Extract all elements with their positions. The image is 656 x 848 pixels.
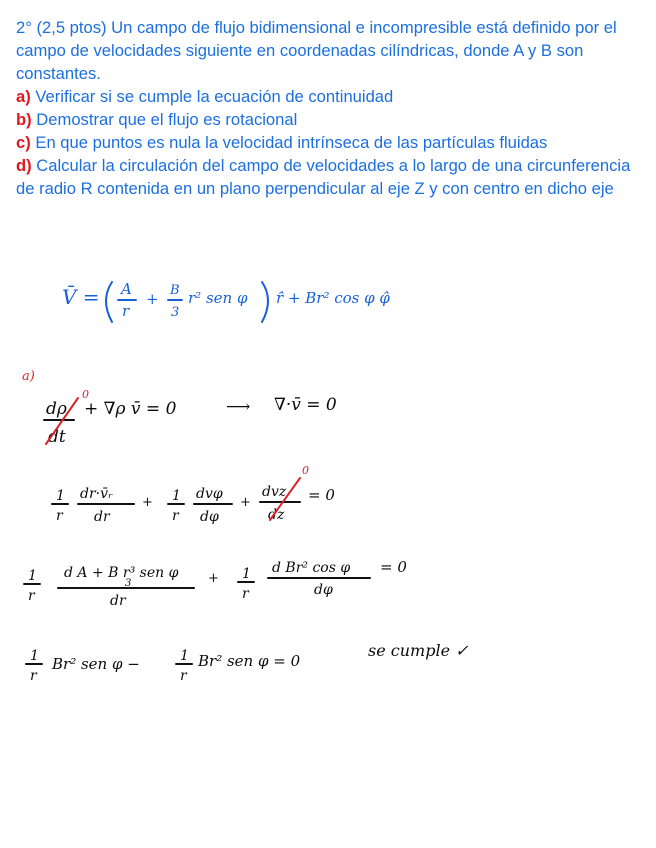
line2-num-c: dvz xyxy=(262,484,287,500)
line3-one-b: 1 xyxy=(242,566,251,582)
part-a-label: a) xyxy=(22,369,35,384)
line2-plus-b: + xyxy=(240,495,251,510)
line4-r-b: r xyxy=(180,668,187,684)
item-c-text: En que puntos es nula la velocidad intrínseca de las partículas fluidas xyxy=(30,133,548,152)
continuity-line-4 xyxy=(26,641,469,684)
line3-one-a: 1 xyxy=(28,568,37,584)
line2-r-a: r xyxy=(56,508,63,524)
line2-num-a: dr·v̄ᵣ xyxy=(80,486,113,502)
line3-plus: + xyxy=(208,571,219,586)
line2-den-b: dφ xyxy=(200,509,219,525)
item-d-label: d) xyxy=(16,156,32,175)
line4-term-a: Br² sen φ − xyxy=(52,655,140,673)
continuity-line-2 xyxy=(52,464,335,525)
line3-den-a: dr xyxy=(110,593,126,609)
d-rho: dρ xyxy=(46,399,67,419)
velocity-plus1: + xyxy=(146,290,159,308)
line4-term-b: Br² sen φ = 0 xyxy=(198,652,301,670)
arrow: ⟶ xyxy=(226,397,251,417)
line2-num-b: dvφ xyxy=(196,486,223,502)
item-c-label: c) xyxy=(16,133,31,152)
velocity-term1: r² sen φ xyxy=(188,289,248,307)
problem-header: 2° (2,5 ptos) Un campo de flujo bidimensional e incompresible está definido por el campo de velocidades siguiente en coordenadas cilíndricas, donde A y B son constantes. xyxy=(16,18,617,83)
item-a-text: Verificar si se cumple la ecuación de continuidad xyxy=(30,87,394,106)
line3-three: 3 xyxy=(125,578,132,589)
line2-den-c: dz xyxy=(268,507,285,523)
velocity-three: 3 xyxy=(171,305,180,320)
line4-r-a: r xyxy=(30,668,37,684)
open-paren xyxy=(106,282,112,322)
line3-num-b: d Br² cos φ xyxy=(272,560,351,576)
item-b-text: Demostrar que el flujo es rotacional xyxy=(31,110,298,129)
velocity-A: A xyxy=(121,280,132,298)
velocity-v: V̄ = xyxy=(62,285,100,309)
close-paren xyxy=(262,282,268,322)
line2-plus-a: + xyxy=(142,495,153,510)
line2-den-a: dr xyxy=(94,509,110,525)
continuity-line-1 xyxy=(44,388,337,447)
line2-one-b: 1 xyxy=(172,488,181,504)
velocity-r1: r xyxy=(122,302,130,320)
continuity-line-3 xyxy=(24,558,407,609)
item-d-text: Calcular la circulación del campo de velocidades a lo largo de una circunferencia de radio R contenida en un plano perpendicular al eje Z y con centro en dicho eje xyxy=(16,156,631,198)
velocity-field-equation xyxy=(62,280,390,322)
line2-r-b: r xyxy=(172,508,179,524)
line3-eq: = 0 xyxy=(380,558,407,576)
zero-1: 0 xyxy=(82,388,89,401)
line1-result: ∇·v̄ = 0 xyxy=(274,395,337,415)
item-a-label: a) xyxy=(16,87,31,106)
line1-rest: + ∇ρ v̄ = 0 xyxy=(84,399,177,419)
line4-one-a: 1 xyxy=(30,648,39,664)
line3-r-b: r xyxy=(242,586,249,602)
line2-one-a: 1 xyxy=(56,488,65,504)
line4-one-b: 1 xyxy=(180,648,189,664)
line3-num-a: d A + B r³ sen φ xyxy=(64,565,179,581)
line2-eq: = 0 xyxy=(308,486,335,504)
line4-conclusion: se cumple ✓ xyxy=(368,641,469,660)
line3-r-a: r xyxy=(28,588,35,604)
item-b-label: b) xyxy=(16,110,32,129)
zero-2: 0 xyxy=(302,464,309,477)
velocity-B: B xyxy=(170,283,180,298)
velocity-rest: r̂ + Br² cos φ φ̂ xyxy=(276,289,390,307)
dt: dt xyxy=(48,427,66,447)
line3-den-b: dφ xyxy=(314,582,333,598)
